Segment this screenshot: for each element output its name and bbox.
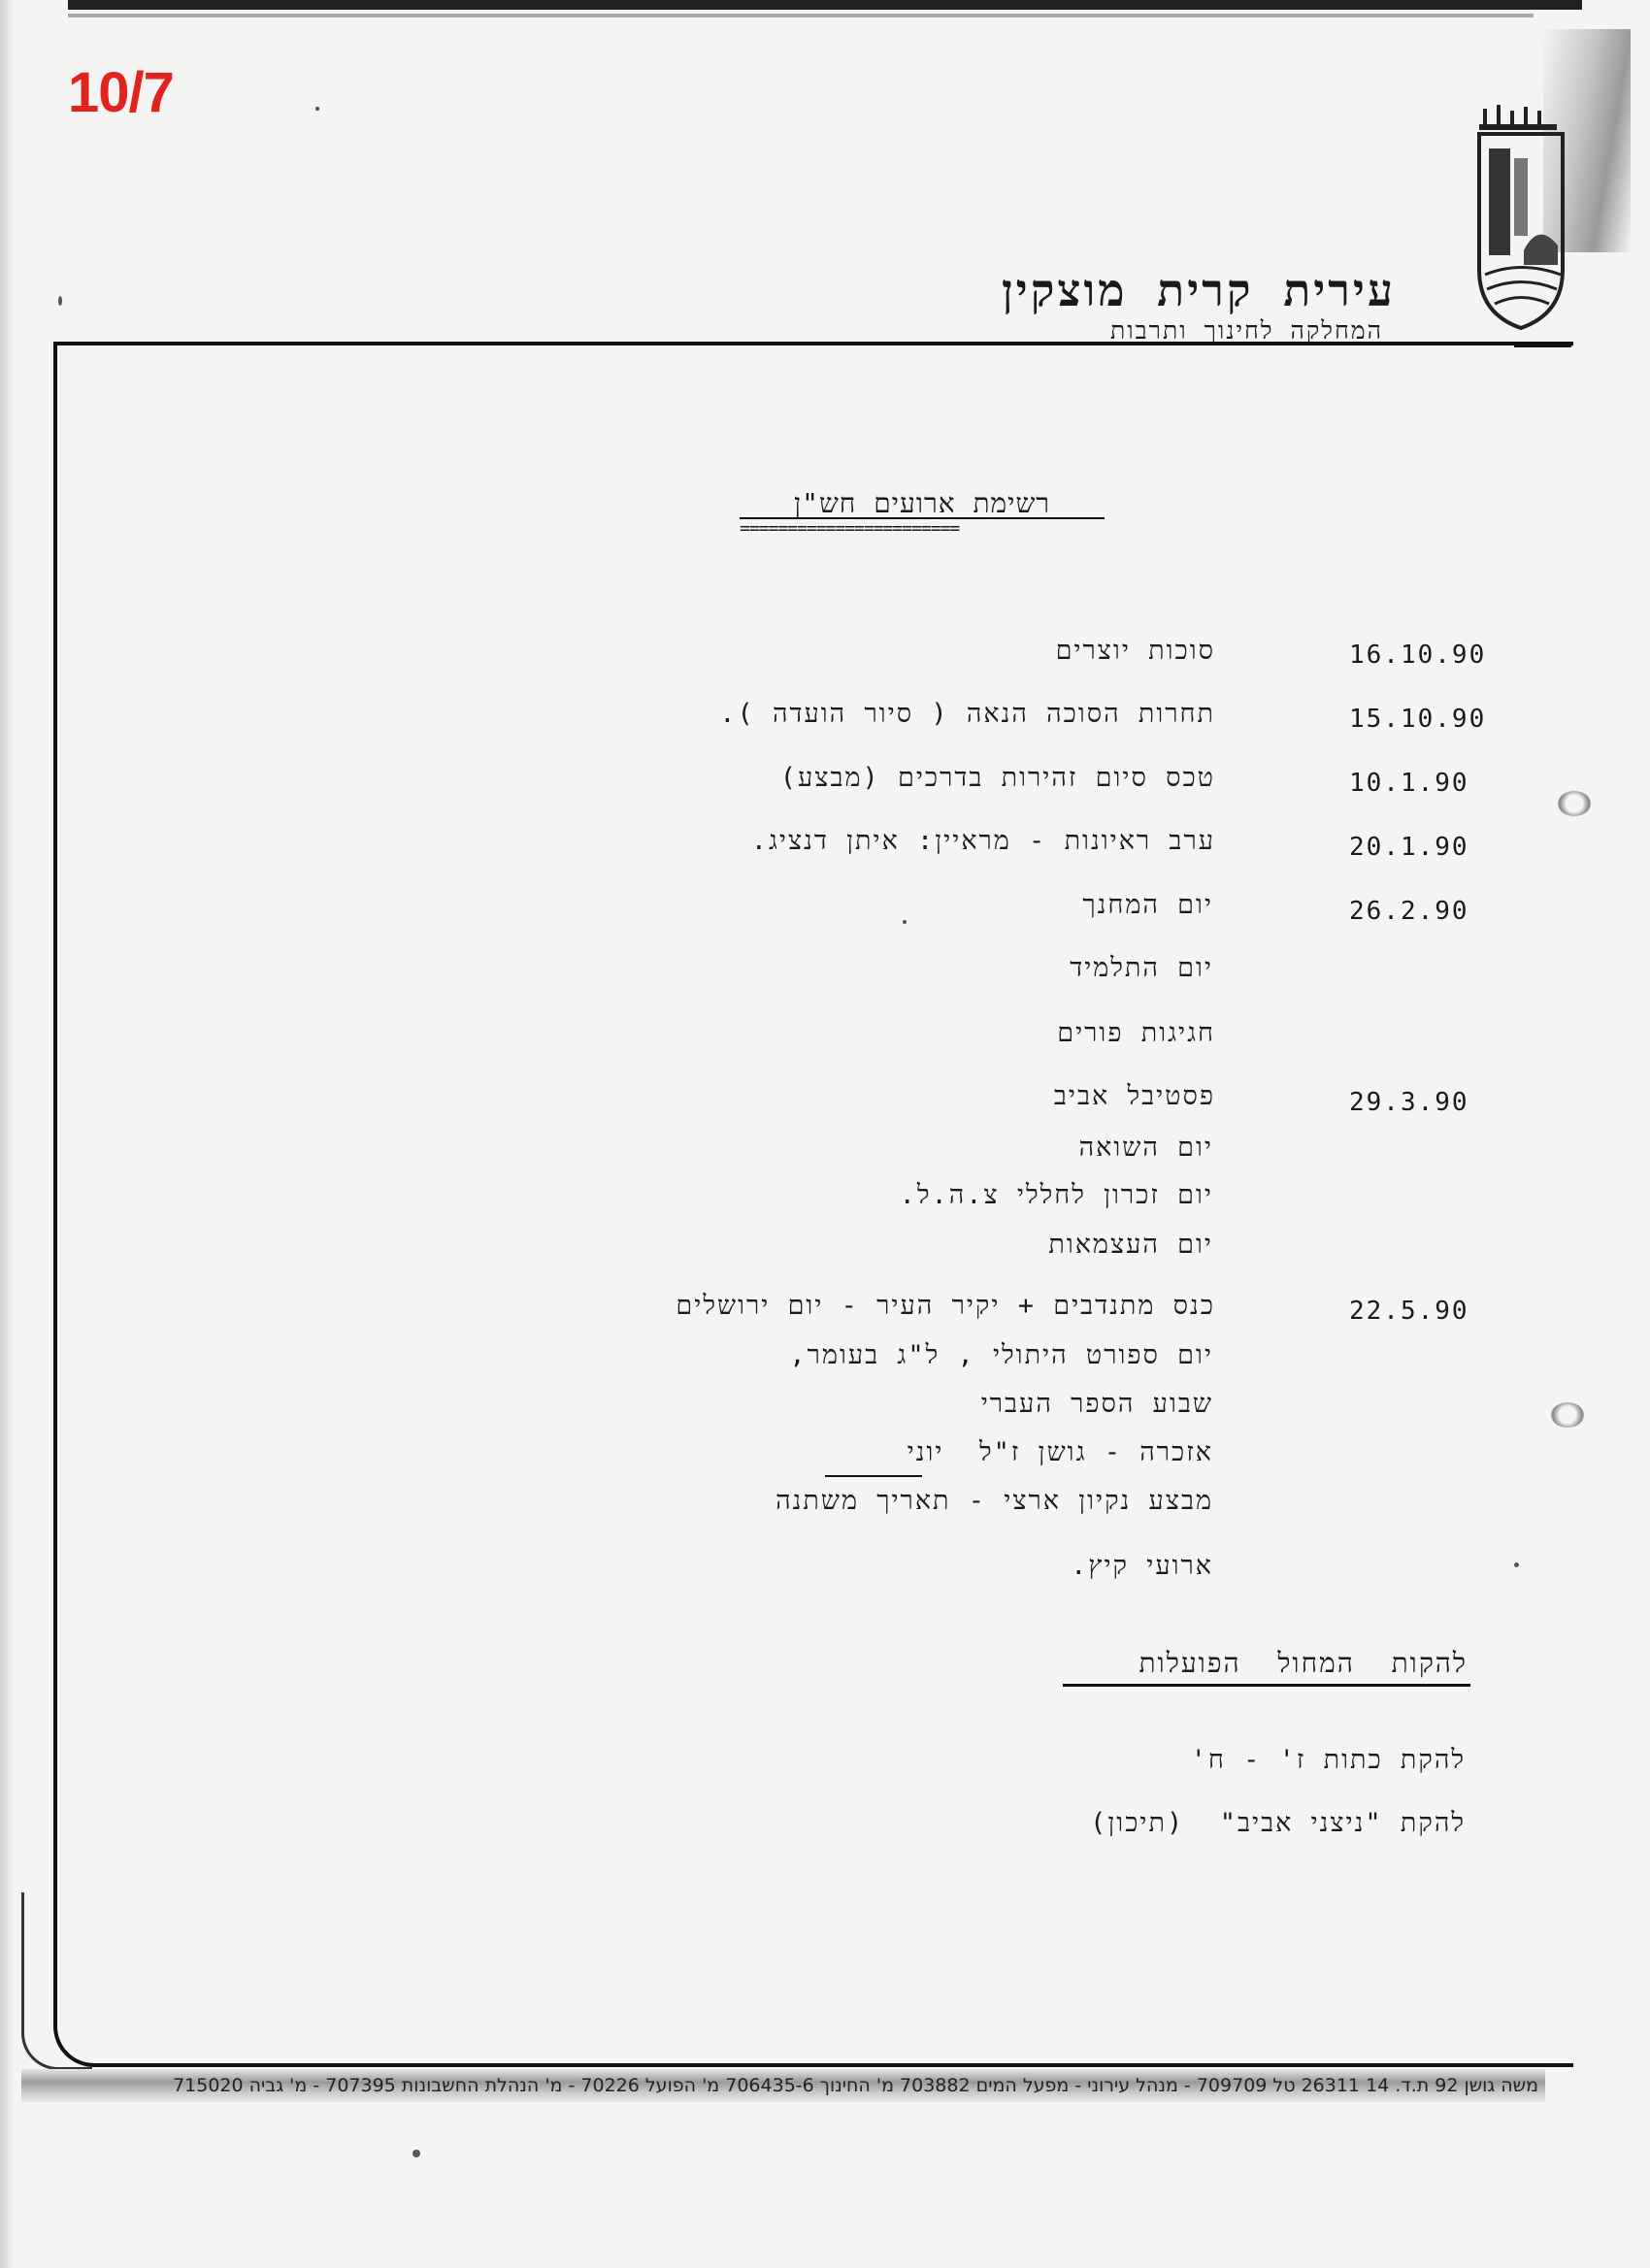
event-text: ארועי קיץ. bbox=[1071, 1551, 1213, 1581]
speck bbox=[315, 107, 319, 111]
event-text: חגיגות פורים bbox=[1057, 1018, 1215, 1048]
event-text: תחרות הסוכה הנאה ( סיור הועדה ). bbox=[719, 699, 1215, 729]
event-text: מבצע נקיון ארצי - תאריך משתנה bbox=[776, 1486, 1213, 1516]
event-text: יום השואה bbox=[1078, 1133, 1213, 1163]
event-date: 22.5.90 bbox=[1349, 1297, 1469, 1326]
event-date: 15.10.90 bbox=[1349, 705, 1487, 734]
page-title: רשימת ארועים חש"ן bbox=[793, 487, 1051, 519]
page-underlay-edge bbox=[21, 1892, 92, 2070]
event-text: יום ספורט היתולי , ל"ג בעומר, bbox=[789, 1340, 1213, 1370]
punch-hole bbox=[1551, 1402, 1584, 1428]
event-text: ערב ראיונות - מראיין: איתן דנציג. bbox=[750, 826, 1215, 856]
footer-contact-line: משה גושן 92 ת.ד. 14 26311 טל 709709 - מנהל עירוני - מפעל המים 703882 מ' החינוך 706435-6 מ' הפועל 70226 - מ' הנהלת החשבונות 707395 - מ' גביה 715020 bbox=[173, 2075, 1538, 2096]
event-text: טכס סיום זהירות בדרכים (מבצע) bbox=[779, 763, 1215, 793]
page-binding-edge bbox=[0, 0, 14, 2268]
event-text: אזכרה - גושן ז"ל יוני bbox=[907, 1437, 1213, 1467]
page-top-edge bbox=[68, 0, 1582, 10]
event-text: יום התלמיד bbox=[1070, 953, 1213, 983]
event-date: 20.1.90 bbox=[1349, 833, 1469, 862]
event-text: יום המחנך bbox=[1082, 890, 1213, 920]
event-date: 10.1.90 bbox=[1349, 769, 1469, 798]
troupe-item: להקת "ניצני אביב" (תיכון) bbox=[1090, 1808, 1466, 1838]
letterhead-rule-end bbox=[1514, 342, 1572, 347]
speck bbox=[1514, 1562, 1519, 1567]
event-date: 26.2.90 bbox=[1349, 897, 1469, 926]
troupe-item: להקת כתות ז' - ח' bbox=[1190, 1745, 1466, 1775]
event-text: שבוע הספר העברי bbox=[980, 1389, 1213, 1419]
handwritten-underline bbox=[825, 1475, 922, 1477]
title-underline bbox=[740, 517, 1105, 519]
page-stamp: 10/7 bbox=[68, 61, 174, 124]
event-text: יום העצמאות bbox=[1048, 1230, 1213, 1260]
page-top-edge-shadow bbox=[68, 14, 1534, 17]
event-text: כנס מתנדבים + יקיר העיר - יום ירושלים bbox=[676, 1291, 1215, 1321]
city-name: עירית קרית מוצקין bbox=[1001, 264, 1396, 316]
event-text: פסטיבל אביב bbox=[1053, 1081, 1215, 1111]
speck bbox=[412, 2150, 420, 2157]
section-underline bbox=[1063, 1684, 1470, 1687]
section-heading: להקות המחול הפועלות bbox=[1138, 1647, 1468, 1679]
event-date: 16.10.90 bbox=[1349, 641, 1487, 670]
city-emblem-icon bbox=[1475, 105, 1582, 333]
event-text: סוכות יוצרים bbox=[1055, 636, 1215, 666]
speck bbox=[58, 296, 62, 306]
event-text: יום זכרון לחללי צ.ה.ל. bbox=[899, 1180, 1213, 1210]
speck bbox=[903, 920, 907, 924]
punch-hole bbox=[1558, 791, 1591, 816]
event-date: 29.3.90 bbox=[1349, 1088, 1469, 1117]
title-double-underline: ======================= bbox=[740, 522, 960, 536]
department-name: המחלקה לחינוך ותרבות bbox=[1109, 316, 1383, 345]
